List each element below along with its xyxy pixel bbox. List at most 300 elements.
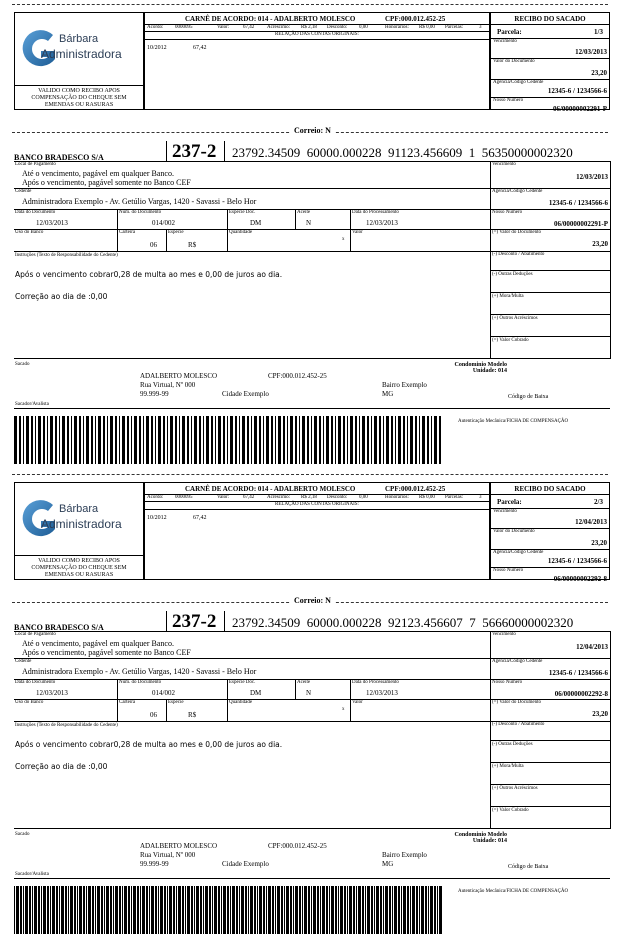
r-vencimento-value: 12/03/2013: [576, 173, 608, 181]
barcode-bar: [110, 886, 112, 934]
barcode-bar: [284, 886, 285, 934]
barcode-bar: [308, 886, 310, 934]
barcode-bar: [380, 886, 382, 934]
agencia-label: Agência/Código Cedente: [493, 80, 544, 85]
sacado-label: Sacado: [15, 832, 30, 837]
barcode-bar: [122, 886, 123, 934]
barcode-bar: [196, 886, 199, 934]
stub-middle: [144, 12, 490, 110]
barcode-bar: [110, 416, 113, 464]
correio-label: Correio: N: [290, 126, 335, 135]
barcode-bar: [185, 886, 186, 934]
barcode-bar: [205, 886, 208, 934]
sacado-city: Cidade Exemplo: [222, 390, 269, 398]
barcode-bar: [176, 886, 177, 934]
local-line1: Até o vencimento, pagável em qualquer Banco.: [22, 169, 174, 178]
barcode-bar: [47, 886, 49, 934]
sacado-addr: Rua Virtual, Nº 000: [140, 381, 196, 389]
barcode-bar: [439, 886, 442, 934]
barcode-bar: [250, 886, 253, 934]
barcode-bar: [367, 886, 370, 934]
sacado-city: Cidade Exemplo: [222, 860, 269, 868]
num-doc-value: 014/002: [152, 219, 175, 227]
cut-line: [12, 4, 608, 5]
barcode-bar: [398, 886, 400, 934]
nosso-label: Nosso Numero: [493, 568, 524, 573]
acrescimo-value: R$ 2,18: [301, 495, 317, 500]
valor-value: 67,42: [243, 25, 255, 30]
desconto-value: 0,00: [359, 495, 368, 500]
barcode-bar: [383, 416, 384, 464]
barcode-bar: [47, 416, 48, 464]
barcode-bar: [128, 886, 130, 934]
especie-doc-label: Espécie Doc.: [229, 210, 256, 215]
barcode-bar: [20, 886, 22, 934]
vencimento-label: Vencimento: [493, 509, 517, 514]
barcode-bar: [230, 886, 231, 934]
barcode-bar: [358, 886, 361, 934]
barcode-bar: [55, 416, 57, 464]
vencimento-value: 12/03/2013: [575, 48, 607, 56]
barcode-bar: [34, 886, 37, 934]
agencia-value: 12345-6 / 1234566-6: [547, 87, 607, 95]
barcode-bar: [86, 416, 89, 464]
barcode-bar: [236, 886, 238, 934]
barcode-bar: [149, 886, 150, 934]
r-nosso-value: 06/00000002292-8: [554, 690, 608, 698]
data-proc-label: Data do Processamento: [352, 210, 399, 215]
barcode-bar: [115, 416, 117, 464]
barcode-bar: [299, 886, 301, 934]
especie-doc-value: DM: [250, 689, 262, 697]
relacao-label: RELAÇÃO DAS CONTAS ORIGINAIS:: [275, 502, 359, 507]
barcode-bar: [401, 886, 402, 934]
barcode-bar: [155, 886, 157, 934]
barcode-bar: [293, 886, 294, 934]
local-line1: Até o vencimento, pagável em qualquer Banco.: [22, 639, 174, 648]
barcode-bar: [218, 886, 220, 934]
barcode-bar: [211, 416, 213, 464]
logo: [19, 21, 141, 83]
digitable-line: 23792.34509 60000.000228 92123.456607 7 56660000002320: [232, 615, 574, 630]
barcode-bar: [307, 416, 309, 464]
barcode-bar: [178, 886, 181, 934]
uso-banco-label: Uso do Banco: [15, 230, 44, 235]
barcode-bar: [415, 416, 417, 464]
barcode-bar: [25, 886, 28, 934]
barcode-bar: [209, 886, 211, 934]
barcode-bar: [26, 416, 29, 464]
barcode-bar: [290, 416, 293, 464]
r-valor-cobrado-label: (=) Valor Cobrado: [492, 808, 529, 813]
valor-doc-label: Valor do Documento: [493, 59, 535, 64]
codigo-baixa: Código de Baixa: [508, 394, 549, 400]
parcelas-value: 3: [479, 25, 482, 30]
barcode-bar: [257, 886, 258, 934]
barcode-bar: [314, 416, 317, 464]
barcode-bar: [88, 886, 91, 934]
r-outros-acr-label: (+) Outros Acréscimos: [492, 316, 538, 321]
barcode-bar: [275, 416, 276, 464]
barcode-bar: [275, 886, 276, 934]
sacado-bairro: Bairro Exemplo: [382, 381, 427, 389]
barcode-bar: [389, 886, 391, 934]
r-agencia-label: Agência/Código Cedente: [492, 189, 543, 194]
barcode-bar: [350, 416, 353, 464]
barcode-bar: [223, 886, 226, 934]
barcode-bar: [122, 416, 125, 464]
parcelas-label: Parcelas:: [445, 25, 464, 30]
barcode-bar: [104, 886, 105, 934]
barcode-bar: [182, 886, 184, 934]
r-outros-acr-label: (+) Outros Acréscimos: [492, 786, 538, 791]
barcode-bar: [326, 886, 328, 934]
barcode-bar: [169, 886, 172, 934]
num-doc-label: Num. do Documento: [119, 210, 162, 215]
barcode-bar: [403, 416, 405, 464]
barcode-bar: [83, 886, 85, 934]
barcode-bar: [97, 886, 100, 934]
valor-doc-label: Valor do Documento: [493, 529, 535, 534]
barcode-bar: [59, 886, 60, 934]
barcode-bar: [286, 886, 289, 934]
barcode-bar: [271, 416, 273, 464]
barcode-bar: [430, 886, 433, 934]
barcode-bar: [362, 416, 365, 464]
barcode-bar: [62, 416, 65, 464]
stub-title: CARNÊ DE ACORDO: 014 - ADALBERTO MOLESCO: [185, 485, 356, 493]
local-pagamento-label: Local de Pagamento: [15, 162, 56, 167]
barcode-bar: [74, 416, 77, 464]
barcode-bar: [179, 416, 180, 464]
barcode-bar: [218, 416, 221, 464]
especie-label: Espécie: [168, 230, 184, 235]
barcode-bar: [371, 416, 372, 464]
autenticacao-label: Autenticação Mecânica/FICHA DE COMPENSAÇÃO: [458, 889, 569, 894]
barcode-bar: [412, 886, 415, 934]
valid-note: VALIDO COMO RECIBO APOS COMPENSAÇÃO DO CHEQUE SEM EMENDAS OU RASURAS: [31, 88, 127, 108]
barcode-bar: [43, 886, 46, 934]
logo-line1: Bárbara: [59, 503, 99, 515]
instrucao-2: Correção ao dia de :0,00: [15, 292, 108, 301]
r-outras-ded-label: (-) Outras Deduções: [492, 742, 533, 747]
barcode-bar: [232, 886, 235, 934]
unidade: Unidade: 014: [472, 838, 507, 844]
conta-date: 10/2012: [147, 45, 167, 51]
barcode-bar: [227, 416, 228, 464]
data-doc-label: Data do Documento: [15, 680, 56, 685]
barcode-bar: [398, 416, 401, 464]
barcode-bar: [281, 886, 283, 934]
valid-note: VALIDO COMO RECIBO APOS COMPENSAÇÃO DO CHEQUE SEM EMENDAS OU RASURAS: [31, 558, 127, 578]
barcode-bar: [101, 886, 103, 934]
valor-value: 67,42: [243, 495, 255, 500]
agencia-value: 12345-6 / 1234566-6: [547, 557, 607, 565]
barcode-bar: [416, 886, 418, 934]
valor-label: Valor:: [217, 495, 230, 500]
valor-label: Valor:: [217, 25, 230, 30]
barcode-bar: [173, 886, 175, 934]
barcode-bar: [212, 886, 213, 934]
r-valor-doc-label: (=) Valor do Documento: [492, 230, 541, 235]
carteira-value: 06: [150, 241, 157, 249]
aceite-value: N: [306, 219, 312, 227]
barcode-bar: [386, 416, 389, 464]
barcode-bar: [92, 886, 94, 934]
r-vencimento-label: Vencimento: [492, 632, 516, 637]
barcode-bar: [221, 886, 222, 934]
barcode-bar: [434, 886, 436, 934]
barcode-bar: [38, 416, 41, 464]
acrescimo-value: R$ 2,18: [301, 25, 317, 30]
barcode-bar: [68, 886, 69, 934]
recibo-box: [490, 482, 610, 583]
barcode-bar: [356, 886, 357, 934]
barcode-bar: [206, 416, 209, 464]
parcela-label: Parcela:: [497, 28, 522, 36]
r-valor-cobrado-label: (=) Valor Cobrado: [492, 338, 529, 343]
codigo-baixa: Código de Baixa: [508, 864, 549, 870]
barcode-bar: [331, 416, 333, 464]
barcode-bar: [241, 886, 244, 934]
bank-name: BANCO BRADESCO S/A: [14, 153, 104, 162]
r-valor-doc-label: (=) Valor do Documento: [492, 700, 541, 705]
barcode-bar: [131, 886, 132, 934]
barcode-bar: [302, 416, 305, 464]
barcode-bar: [239, 416, 240, 464]
barcode-bar: [319, 416, 321, 464]
barcode-bar: [182, 416, 185, 464]
barcode-bar: [143, 416, 144, 464]
barcode-bar: [251, 416, 252, 464]
barcode-bar: [98, 416, 101, 464]
barcode-bar: [163, 416, 165, 464]
barcode-bar: [79, 416, 81, 464]
parcela-label: Parcela:: [497, 498, 522, 506]
barcode-bar: [290, 886, 292, 934]
barcode-bar: [119, 886, 121, 934]
barcode-bar: [158, 886, 159, 934]
barcode-bar: [200, 886, 202, 934]
carteira-label: Carteira: [119, 700, 136, 705]
barcode-bar: [167, 886, 168, 934]
cedente-label: Cedente: [15, 189, 32, 194]
num-doc-value: 014/002: [152, 689, 175, 697]
barcode-bar: [268, 886, 271, 934]
r-valor-doc-value: 23,20: [592, 710, 608, 718]
barcode-bar: [32, 886, 33, 934]
barcode-bar: [115, 886, 118, 934]
barcode-bar: [283, 416, 285, 464]
barcode-bar: [155, 416, 156, 464]
barcode-bar: [374, 886, 375, 934]
barcode-bar: [266, 886, 267, 934]
barcode-bar: [71, 416, 72, 464]
barcode-bar: [242, 416, 245, 464]
barcode-bar: [119, 416, 120, 464]
avalista-label: Sacador/Avalista: [15, 872, 49, 877]
barcode-bar: [379, 416, 381, 464]
barcode-bar: [124, 886, 127, 934]
barcode-bar: [38, 886, 40, 934]
acrescimo-label: Acréscimo:: [267, 495, 291, 500]
barcode-bar: [79, 886, 82, 934]
barcode-bar: [50, 416, 53, 464]
conta-value: 67,42: [193, 515, 207, 521]
barcode-bar: [410, 416, 413, 464]
r-agencia-value: 12345-6 / 1234566-6: [548, 669, 608, 677]
barcode-bar: [248, 886, 249, 934]
barcode-bar: [41, 886, 42, 934]
logo-line2: Administradora: [41, 47, 122, 61]
conta-value: 67,42: [193, 45, 207, 51]
r-nosso-label: Nosso Numero: [492, 210, 523, 215]
local-pagamento-label: Local de Pagamento: [15, 632, 56, 637]
barcode-bar: [142, 886, 145, 934]
barcode-bar: [61, 886, 64, 934]
barcode-bar: [146, 416, 149, 464]
condominio: Condominio Modelo: [454, 362, 507, 368]
sacado-uf: MG: [382, 390, 394, 398]
barcode-bar: [247, 416, 249, 464]
barcode-bar: [107, 416, 108, 464]
barcode-bar: [263, 886, 265, 934]
barcode-bar: [70, 886, 73, 934]
honorarios-label: Honorários:: [385, 25, 409, 30]
barcode-bar: [431, 416, 432, 464]
r-agencia-label: Agência/Código Cedente: [492, 659, 543, 664]
logo-line1: Bárbara: [59, 33, 99, 45]
barcode-bar: [317, 886, 319, 934]
uso-banco-label: Uso do Banco: [15, 700, 44, 705]
barcode-bar: [35, 416, 36, 464]
barcode-bar: [376, 886, 379, 934]
barcode-bar: [191, 416, 192, 464]
barcode-bar: [359, 416, 360, 464]
barcode-bar: [437, 886, 438, 934]
barcode-bar: [326, 416, 329, 464]
nosso-value: 06/00000002292-8: [553, 575, 607, 583]
valor-label: Valor: [352, 230, 363, 235]
barcode-bar: [194, 416, 197, 464]
barcode-bar: [95, 886, 96, 934]
nosso-label: Nosso Numero: [493, 98, 524, 103]
barcode-bar: [131, 416, 132, 464]
barcode-bar: [223, 416, 225, 464]
barcode-bar: [322, 886, 325, 934]
barcode-bar: [29, 886, 31, 934]
parcelas-value: 3: [479, 495, 482, 500]
barcode-bar: [59, 416, 60, 464]
barcode-bar: [263, 416, 264, 464]
carteira-value: 06: [150, 711, 157, 719]
barcode-bar: [52, 886, 55, 934]
barcode-bar: [421, 886, 424, 934]
barcode-bar: [410, 886, 411, 934]
barcode-bar: [259, 416, 261, 464]
autenticacao-label: Autenticação Mecânica/FICHA DE COMPENSAÇÃO: [458, 419, 569, 424]
x-mark: x: [342, 707, 345, 712]
barcode-bar: [320, 886, 321, 934]
barcode-bar: [311, 416, 312, 464]
barcode-bar: [19, 416, 21, 464]
barcode-bar: [83, 416, 84, 464]
honorarios-value: R$ 0,00: [419, 25, 435, 30]
barcode-bar: [428, 886, 429, 934]
sacado-cep: 99.999-99: [140, 860, 169, 868]
r-mora-label: (+) Mora/Multa: [492, 294, 524, 299]
barcode-bar: [439, 416, 441, 464]
valor-doc-value: 23,20: [591, 69, 607, 77]
barcode-bar: [335, 886, 337, 934]
barcode-bar: [146, 886, 148, 934]
barcode-bar: [287, 416, 288, 464]
barcode-bar: [419, 416, 420, 464]
barcode-bar: [365, 886, 366, 934]
acordo-label: Acordo:: [147, 495, 164, 500]
aceite-label: Aceite: [297, 680, 311, 685]
barcode-bar: [425, 886, 427, 934]
data-proc-value: 12/03/2013: [366, 689, 398, 697]
barcode-bar: [95, 416, 96, 464]
cedente-value: Administradora Exemplo - Av. Getúlio Vargas, 1420 - Savassi - Belo Hor: [22, 197, 257, 206]
correio-label: Correio: N: [290, 596, 335, 605]
desconto-value: 0,00: [359, 25, 368, 30]
barcode-bar: [295, 886, 298, 934]
barcode-bar: [43, 416, 45, 464]
local-line2: Após o vencimento, pagável somente no Banco CEF: [22, 648, 191, 657]
barcode-bar: [187, 416, 189, 464]
vencimento-label: Vencimento: [493, 39, 517, 44]
stub-title: CARNÊ DE ACORDO: 014 - ADALBERTO MOLESCO: [185, 15, 356, 23]
barcode-bar: [367, 416, 369, 464]
bank-name: BANCO BRADESCO S/A: [14, 623, 104, 632]
barcode-bar: [175, 416, 177, 464]
barcode-bar: [23, 886, 24, 934]
r-agencia-value: 12345-6 / 1234566-6: [548, 199, 608, 207]
barcode-bar: [427, 416, 429, 464]
barcode-bar: [329, 886, 330, 934]
barcode-bar: [338, 886, 339, 934]
barcode-bar: [65, 886, 67, 934]
acordo-value: 0000095: [175, 25, 193, 30]
logo: [19, 491, 141, 553]
stub-cpf: CPF:000.012.452-25: [385, 15, 446, 23]
r-outras-ded-label: (-) Outras Deduções: [492, 272, 533, 277]
barcode-bar: [343, 416, 345, 464]
especie-label: Espécie: [168, 700, 184, 705]
r-vencimento-label: Vencimento: [492, 162, 516, 167]
parcela-value: 2/3: [594, 498, 603, 506]
barcode-bar: [203, 416, 204, 464]
digitable-line: 23792.34509 60000.000228 91123.456609 1 56350000002320: [232, 145, 573, 160]
barcode-bar: [403, 886, 406, 934]
barcode-bar: [137, 886, 139, 934]
r-desconto-label: (-) Desconto / Abatimento: [492, 722, 545, 727]
barcode-bar: [160, 886, 163, 934]
sacado-cpf: CPF:000.012.452-25: [268, 372, 327, 380]
barcode-bar: [392, 886, 393, 934]
cut-line: [12, 474, 608, 475]
honorarios-label: Honorários:: [385, 495, 409, 500]
parcela-value: 1/3: [594, 28, 603, 36]
barcode-bar: [170, 416, 173, 464]
barcode-bar: [16, 886, 19, 934]
r-valor-doc-value: 23,20: [592, 240, 608, 248]
barcode-bar: [323, 416, 324, 464]
barcode-bar: [391, 416, 393, 464]
barcode-bar: [86, 886, 87, 934]
